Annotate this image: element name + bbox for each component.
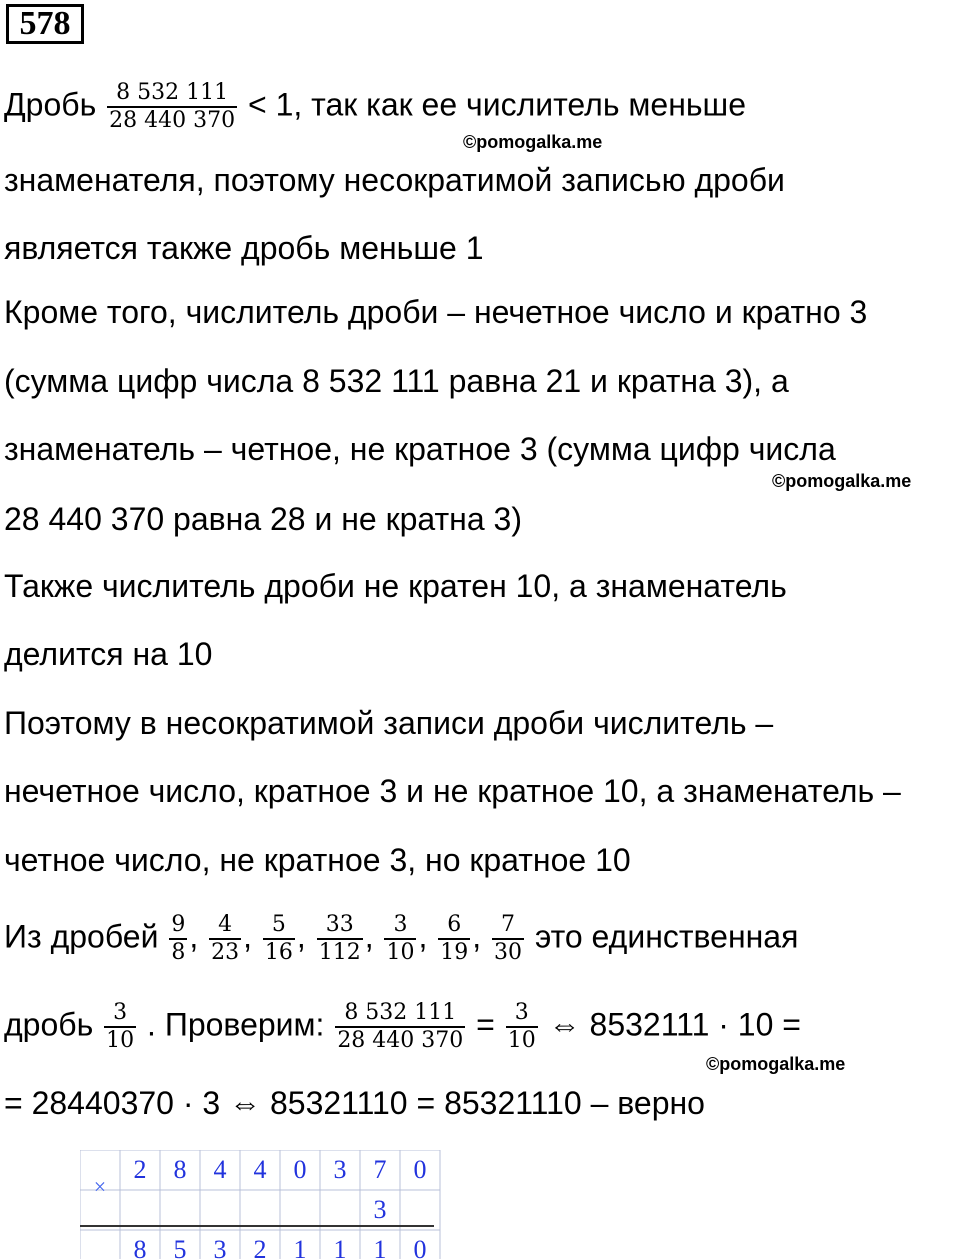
digit: 2 [253,1235,267,1259]
digit: 4 [253,1155,267,1184]
denominator: 10 [386,940,415,965]
fraction [492,912,524,966]
multiply-sign: × [93,1174,107,1199]
digit: 1 [333,1235,347,1259]
text-suffix: это единственная [534,918,799,955]
multiplication-grid [80,1150,460,1259]
paragraph-line: Также числитель дроби не кратен 10, а знаменатель [4,568,787,604]
digit: 0 [413,1155,427,1184]
paragraph-line-1 [4,80,746,134]
digit: 1 [373,1235,387,1259]
problem-number: 578 [6,4,84,44]
paragraph-line: четное число, не кратное 3, но кратное 10 [4,842,631,878]
numerator: 4 [218,912,233,937]
text-suffix: < 1, так как ее числитель меньше [248,86,746,123]
digit: 4 [213,1155,227,1184]
watermark: ©pomogalka.me [772,471,912,491]
denominator: 16 [264,940,293,965]
numerator: 6 [447,912,462,937]
numerator: 3 [113,1000,128,1025]
text-suffix: ⇔ 8532111 · 10 = [548,1006,801,1043]
digit: 1 [293,1235,307,1259]
fraction [263,912,295,966]
digit: 0 [293,1155,307,1184]
fraction [506,1000,538,1054]
separator: , [189,918,199,955]
paragraph-line: нечетное число, кратное 3 и не кратное 10, а знаменатель – [4,773,901,809]
fraction [438,912,470,966]
paragraph-line: знаменателя, поэтому несократимой записью дроби [4,162,785,198]
digit: 3 [213,1235,227,1259]
denominator: 30 [494,940,523,965]
fraction [335,1000,465,1054]
fraction [209,912,241,966]
numerator: 7 [501,912,516,937]
separator: , [472,918,482,955]
paragraph-line: знаменатель – четное, не кратное 3 (сумма цифр числа [4,431,836,467]
paragraph-line: (сумма цифр числа 8 532 111 равна 21 и кратна 3), а [4,363,789,399]
watermark: ©pomogalka.me [463,132,603,152]
denominator: 8 [171,940,186,965]
numerator: 9 [171,912,186,937]
separator: , [243,918,253,955]
denominator: 23 [211,940,240,965]
denominator: 28 440 370 [337,1028,464,1053]
paragraph-line: делится на 10 [4,636,213,672]
digit: 3 [373,1195,387,1224]
denominator: 112 [318,940,361,965]
equals-sign: = [476,1006,495,1043]
numerator: 3 [393,912,408,937]
numerator: 8 532 111 [344,1000,457,1025]
text-prefix: Из дробей [4,918,159,955]
digit: 3 [333,1155,347,1184]
fraction [384,912,416,966]
digit: 8 [173,1155,187,1184]
denominator: 10 [507,1028,536,1053]
digit: 2 [133,1155,147,1184]
check-line [4,1000,801,1054]
text-prefix: дробь [4,1006,94,1043]
fraction [169,912,187,966]
paragraph-line: Кроме того, числитель дроби – нечетное число и кратно 3 [4,294,868,330]
paragraph-line: 28 440 370 равна 28 и не кратна 3) [4,501,522,537]
fraction [317,912,363,966]
numerator: 3 [514,1000,529,1025]
paragraph-line: является также дробь меньше 1 [4,230,484,266]
fractions-line [4,912,798,966]
digit: 5 [173,1235,187,1259]
separator: , [364,918,374,955]
fraction [107,80,237,134]
final-line: = 28440370 · 3 ⇔ 85321110 = 85321110 – верно [4,1085,705,1121]
separator: , [296,918,306,955]
fraction [104,1000,136,1054]
numerator: 8 532 111 [116,80,229,105]
digit: 7 [373,1155,387,1184]
text-middle: . Проверим: [147,1006,325,1043]
denominator: 28 440 370 [109,108,236,133]
denominator: 19 [440,940,469,965]
watermark: ©pomogalka.me [706,1054,846,1074]
multiplication-svg [80,1150,460,1259]
numerator: 33 [325,912,354,937]
digit: 8 [133,1235,147,1259]
paragraph-line: Поэтому в несократимой записи дроби числитель – [4,705,774,741]
digit: 0 [413,1235,427,1259]
text-prefix: Дробь [4,86,97,123]
denominator: 10 [106,1028,135,1053]
numerator: 5 [271,912,286,937]
separator: , [418,918,428,955]
